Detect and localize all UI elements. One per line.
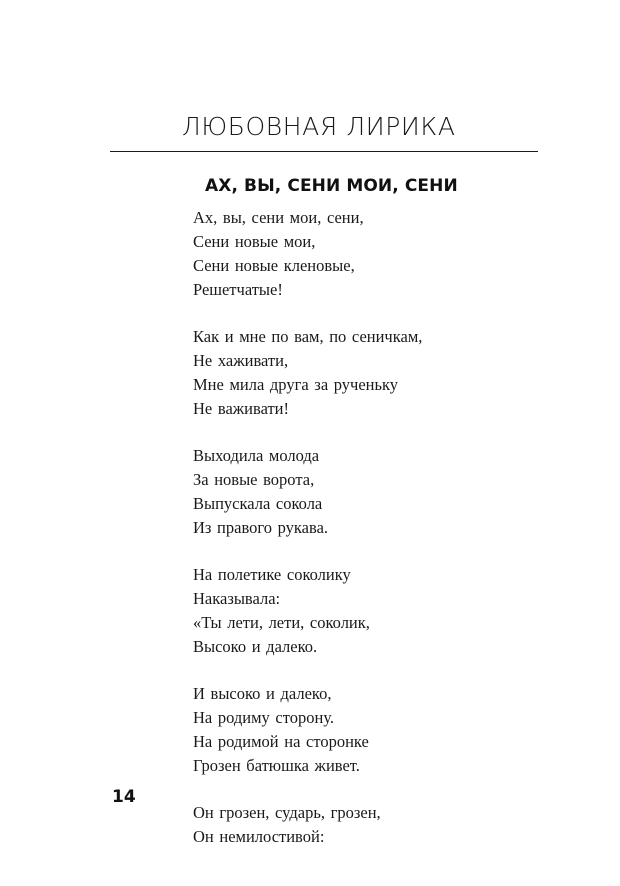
page-number: 14 — [112, 787, 136, 807]
poem-line: Он грозен, сударь, грозен, — [193, 803, 381, 822]
poem-line: Выпускала сокола — [193, 494, 323, 513]
stanza-2 — [193, 325, 422, 421]
stanza-5 — [193, 682, 422, 778]
poem-line: Высоко и далеко. — [193, 637, 318, 656]
poem-line: Грозен батюшка живет. — [193, 756, 360, 775]
poem-line: Сени новые кленовые, — [193, 256, 355, 275]
stanza-1 — [193, 206, 422, 302]
poem-line: Ах, вы, сени мои, сени, — [193, 208, 364, 227]
poem-line: На полетике соколику — [193, 565, 351, 584]
poem-body — [193, 206, 422, 872]
poem-line: На родимой на сторонке — [193, 732, 369, 751]
poem-line: Не важивати! — [193, 399, 289, 418]
poem-line: Решетчатые! — [193, 280, 283, 299]
poem-line: Из правого рукава. — [193, 518, 329, 537]
stanza-3 — [193, 444, 422, 540]
poem-line: Выходила молода — [193, 446, 320, 465]
poem-title: АХ, ВЫ, СЕНИ МОИ, СЕНИ — [205, 176, 458, 196]
poem-line: И высоко и далеко, — [193, 684, 332, 703]
poem-line: Мне мила друга за рученьку — [193, 375, 399, 394]
section-title: ЛЮБОВНАЯ ЛИРИКА — [182, 112, 456, 141]
stanza-6 — [193, 801, 422, 849]
poem-line: Наказывала: — [193, 589, 281, 608]
poem-line: На родиму сторону. — [193, 708, 335, 727]
poem-line: Не хаживати, — [193, 351, 289, 370]
stanza-4 — [193, 563, 422, 659]
poem-line: «Ты лети, лети, соколик, — [193, 613, 370, 632]
poem-line: За новые ворота, — [193, 470, 315, 489]
header-rule — [110, 151, 538, 152]
poem-line: Сени новые мои, — [193, 232, 316, 251]
poem-line: Как и мне по вам, по сеничкам, — [193, 327, 423, 346]
poem-line: Он немилостивой: — [193, 827, 325, 846]
